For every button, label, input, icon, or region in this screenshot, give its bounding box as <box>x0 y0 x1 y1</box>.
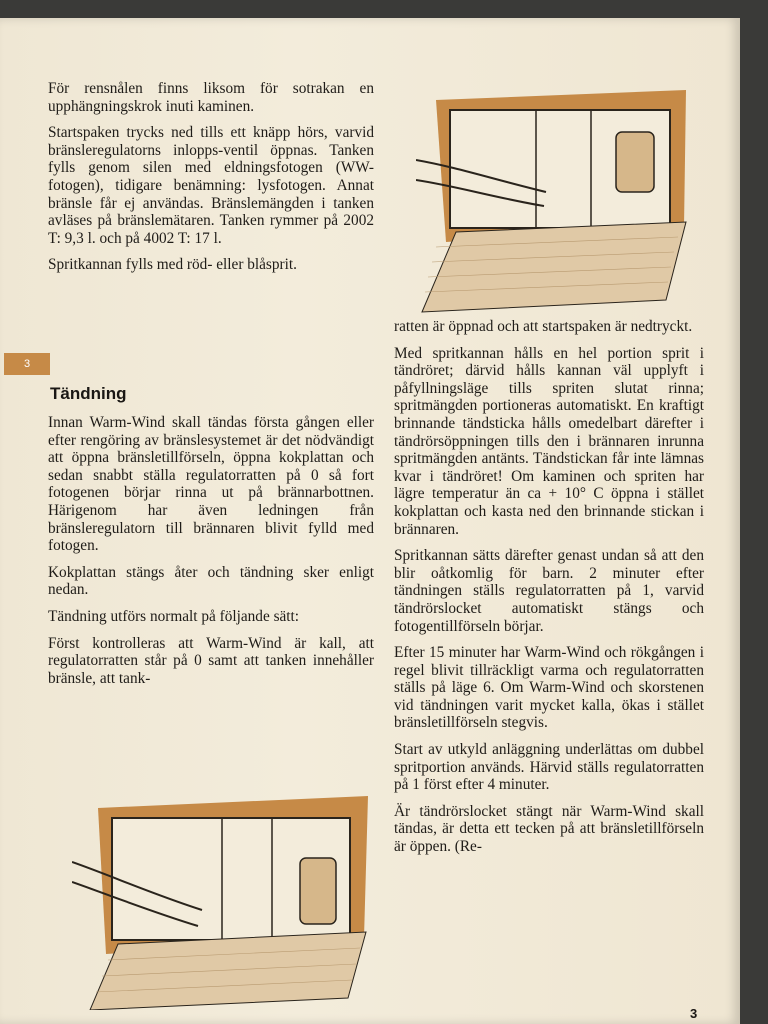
paragraph: Tändning utförs normalt på följande sätt: <box>48 607 300 625</box>
illustration-stove-bottom <box>72 788 372 1010</box>
paragraph: Med spritkannan hålls en hel portion sprit i tändröret; därvid hålls kannan väl upplyft i påfyllningsläge tills spriten slutat rinna; spritmängden portioneras automatiskt. En kraftigt brinnande tändsticka hålls omedelbart därefter i tändrörsöppningen tills den i brännaren inrunna spritmängden antänts. Tändstickan får inte lämnas kvar i tändröret! Om kaminen och spriten har lägre temperatur än ca + 10° C öppna i stället kokplattan och kasta ned den brinnande stickan i brännaren. <box>394 344 704 538</box>
paragraph: Efter 15 minuter har Warm-Wind och rökgången i regel blivit tillräckligt varma och regulatorratten ställs på läge 6. Om Warm-Wind och skorstenen vid tändningen varit mycket kalla, ökas i stället bränsletillförseln stegvis. <box>394 644 704 732</box>
paragraph: Innan Warm-Wind skall tändas första gången eller efter rengöring av bränslesystemet är det nödvändigt att öppna bränsletillförseln, öppna kokplattan och sedan snabbt ställa regulatorratten på 0 så fort fotogenen börjar rinna ut på brännarbottnen. Härigenom har även ledningen från bränsleregulatorn till brännaren blivit fylld med fotogen. <box>48 414 374 555</box>
paragraph: Start av utkyld anläggning underlättas om dubbel spritportion används. Härvid ställs regulatorratten på 1 först efter 4 minuter. <box>394 741 704 794</box>
section-heading: Tändning <box>50 384 127 403</box>
section-tab: 3 <box>4 353 50 375</box>
left-column-lower <box>48 414 374 696</box>
page-number: 3 <box>690 1006 698 1021</box>
manual-page <box>0 18 740 1024</box>
paragraph: Startspaken trycks ned tills ett knäpp hörs, varvid bränsleregulatorns inlopps-ventil öppnas. Tanken fylls genom silen med eldningsfotogen (WW-fotogen), tidigare benämning: lysfotogen. Annat bränsle får ej användas. Bränslemängden i tanken avläses på bränslemätaren. Tanken rymmer på 2002 T: 9,3 l. och på 4002 T: 17 l. <box>48 124 374 247</box>
paragraph: För rensnålen finns liksom för sotrakan en upphängningskrok inuti kaminen. <box>48 80 374 115</box>
paragraph: Spritkannan fylls med röd- eller blåsprit. <box>48 256 297 274</box>
left-column-top <box>48 80 374 283</box>
right-column <box>394 318 704 865</box>
paragraph: Är tändrörslocket stängt när Warm-Wind skall tändas, är detta ett tecken på att bränsletillförseln är öppen. (Re- <box>394 802 704 856</box>
illustration-stove-top <box>416 72 688 314</box>
paragraph: Först kontrolleras att Warm-Wind är kall, att regulatorratten står på 0 samt att tanken innehåller bränsle, att tank- <box>48 634 374 687</box>
paragraph: ratten är öppnad och att startspaken är nedtryckt. <box>394 318 693 335</box>
paragraph: Kokplattan stängs åter och tändning sker enligt nedan. <box>48 563 374 599</box>
paragraph: Spritkannan sätts därefter genast undan så att den blir oåtkomlig för barn. 2 minuter efter tändningen ställs regulatorratten på 1, varvid tändrörslocket automatiskt stängs och fotogentillförseln börjar. <box>394 547 704 635</box>
